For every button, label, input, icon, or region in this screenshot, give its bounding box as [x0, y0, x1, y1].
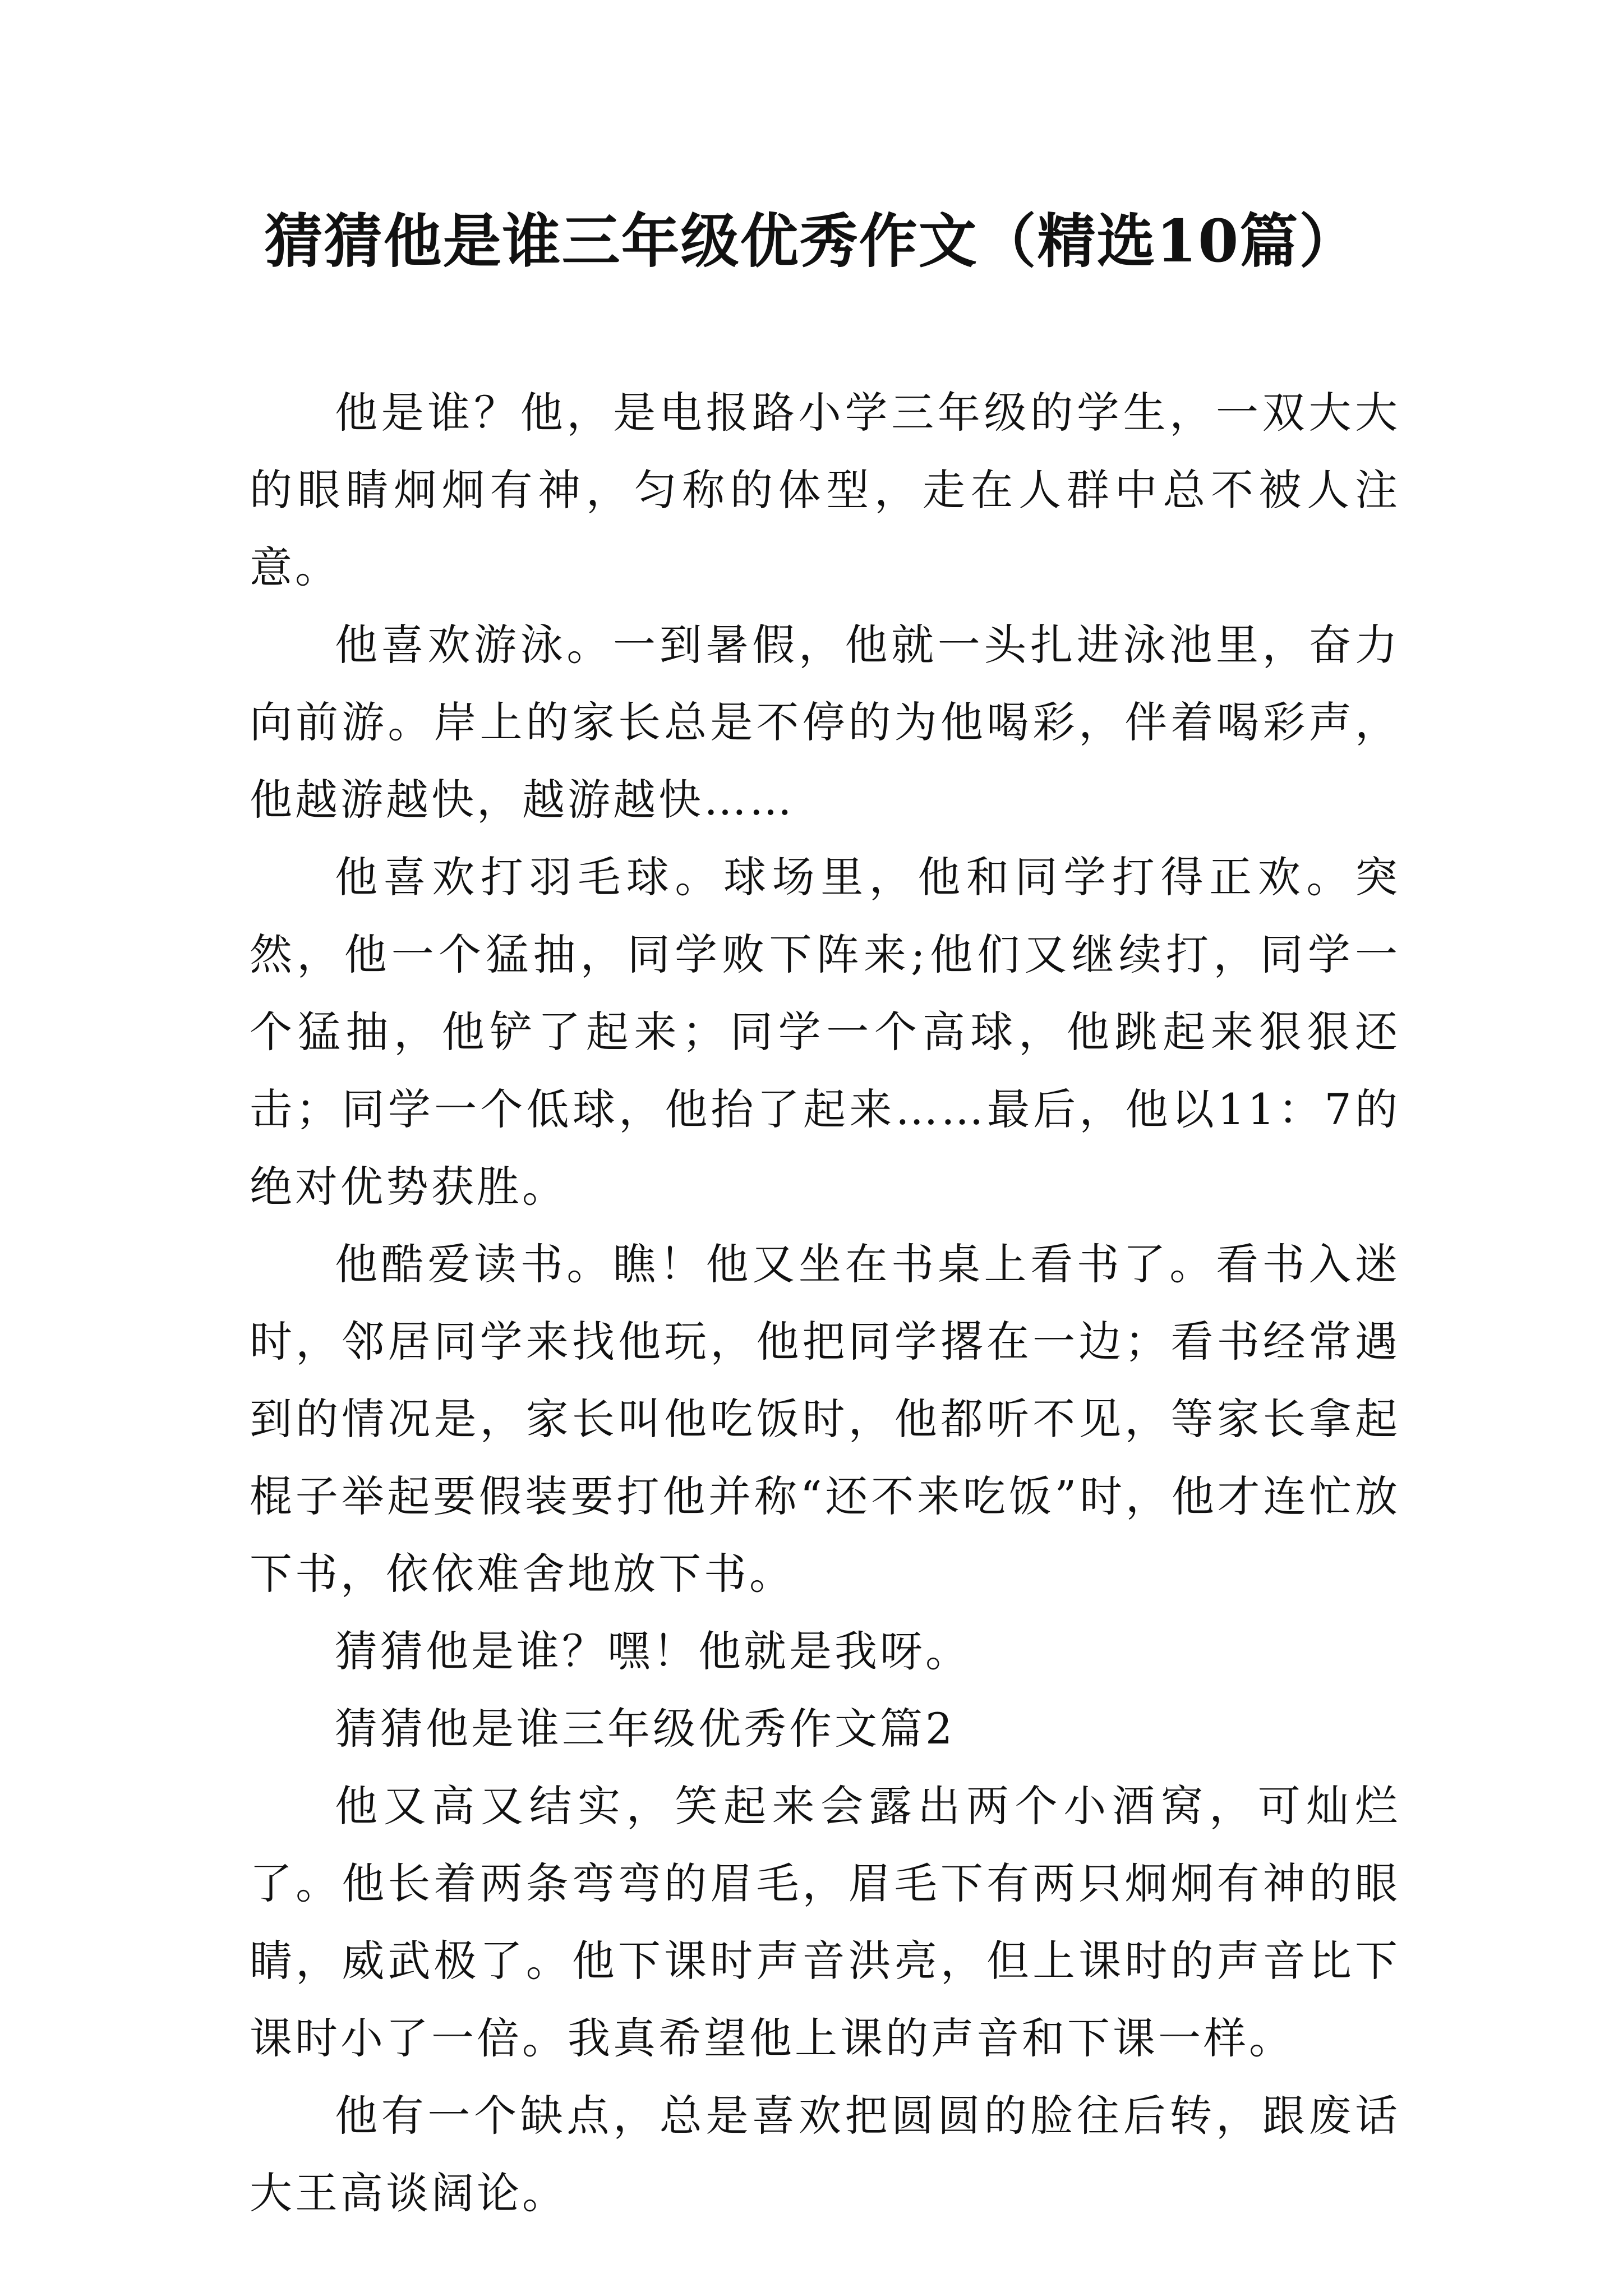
section-heading: 猜猜他是谁三年级优秀作文篇2 — [335, 1704, 956, 1754]
paragraph: 猜猜他是谁？嘿！他就是我呀。 — [335, 1626, 971, 1676]
document-body — [250, 374, 1400, 2232]
paragraph: 他是谁？他，是电报路小学三年级的学生，一双大大的眼睛炯炯有神，匀称的体型，走在人群中总不被人注意。 — [250, 388, 1400, 592]
paragraph: 他有一个缺点，总是喜欢把圆圆的脸往后转，跟废话大王高谈阔论。 — [250, 2091, 1400, 2218]
paragraph: 他喜欢游泳。一到暑假，他就一头扎进泳池里，奋力向前游。岸上的家长总是不停的为他喝彩，伴着喝彩声，他越游越快，越游越快…… — [250, 620, 1400, 825]
paragraph: 他酷爱读书。瞧！他又坐在书桌上看书了。看书入迷时，邻居同学来找他玩，他把同学撂在一边；看书经常遇到的情况是，家长叫他吃饭时，他都听不见，等家长拿起棍子举起要假装要打他并称“还不来吃饭”时，他才连忙放下书，依依难舍地放下书。 — [250, 1239, 1400, 1599]
paragraph: 他又高又结实，笑起来会露出两个小酒窝，可灿烂了。他长着两条弯弯的眉毛，眉毛下有两只炯炯有神的眼睛，威武极了。他下课时声音洪亮，但上课时的声音比下课时小了一倍。我真希望他上课的声音和下课一样。 — [250, 1781, 1400, 2063]
paragraph: 他喜欢打羽毛球。球场里，他和同学打得正欢。突然，他一个猛抽，同学败下阵来;他们又继续打，同学一个猛抽，他铲了起来；同学一个高球，他跳起来狠狠还击；同学一个低球，他抬了起来……最后，他以11：7的绝对优势获胜。 — [250, 852, 1400, 1212]
document-title: 猜猜他是谁三年级优秀作文（精选10篇） — [264, 206, 1359, 275]
